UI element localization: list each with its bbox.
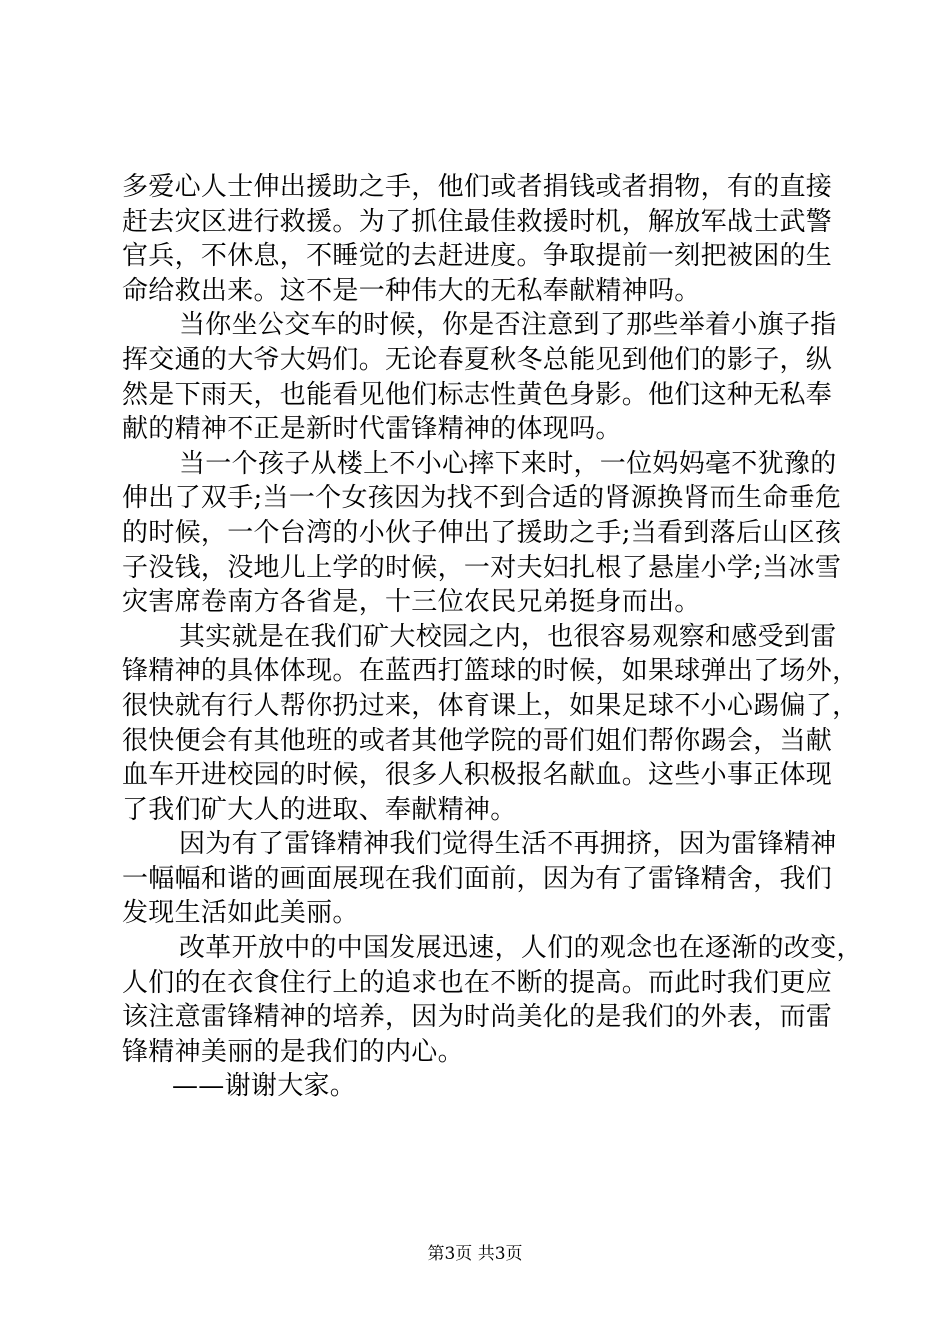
paragraph-start-line: 因为有了雷锋精神我们觉得生活不再拥挤，因为雷锋精神	[179, 829, 837, 860]
closing-line: ——谢谢大家。	[172, 1071, 357, 1102]
text-line: 子没钱，没地儿上学的时候，一对夫妇扎根了悬崖小学;当冰雪	[122, 552, 842, 583]
text-line: 锋精神美丽的是我们的内心。	[122, 1036, 464, 1067]
text-line: 挥交通的大爷大妈们。无论春夏秋冬总能见到他们的影子，纵	[122, 344, 833, 375]
text-line: 的时候，一个台湾的小伙子伸出了援助之手;当看到落后山区孩	[122, 517, 842, 548]
text-line: 很快便会有其他班的或者其他学院的哥们姐们帮你踢会，当献	[122, 725, 833, 756]
text-line: 赶去灾区进行救援。为了抓住最佳救援时机，解放军战士武警	[122, 206, 833, 237]
paragraph-start-line: 改革开放中的中国发展迅速，人们的观念也在逐渐的改变，	[179, 933, 863, 964]
paragraph-start-line: 其实就是在我们矿大校园之内，也很容易观察和感受到雷	[179, 621, 837, 652]
text-line: 一幅幅和谐的画面展现在我们面前，因为有了雷锋精舍，我们	[122, 863, 833, 894]
text-line: 该注意雷锋精神的培养，因为时尚美化的是我们的外表，而雷	[122, 1002, 833, 1033]
text-line: 多爱心人士伸出援助之手，他们或者捐钱或者捐物，有的直接	[122, 172, 833, 202]
paragraph-start-line: 当你坐公交车的时候，你是否注意到了那些举着小旗子指	[179, 310, 837, 341]
text-line: 伸出了双手;当一个女孩因为找不到合适的肾源换肾而生命垂危	[122, 483, 842, 514]
text-line: 灾害席卷南方各省是，十三位农民兄弟挺身而出。	[122, 587, 701, 618]
text-line: 献的精神不正是新时代雷锋精神的体现吗。	[122, 414, 622, 445]
text-line: 官兵，不休息，不睡觉的去赶进度。争取提前一刻把被困的生	[122, 241, 833, 272]
text-line: 血车开进校园的时候，很多人积极报名献血。这些小事正体现	[122, 760, 833, 791]
paragraph-start-line: 当一个孩子从楼上不小心摔下来时，一位妈妈毫不犹豫的	[179, 448, 837, 479]
text-line: 发现生活如此美丽。	[122, 898, 359, 929]
text-line: 命给救出来。这不是一种伟大的无私奉献精神吗。	[122, 275, 701, 306]
text-line: 锋精神的具体体现。在蓝西打篮球的时候，如果球弹出了场外，	[122, 656, 859, 687]
text-line: 很快就有行人帮你扔过来，体育课上，如果足球不小心踢偏了，	[122, 690, 859, 721]
text-line: 了我们矿大人的进取、奉献精神。	[122, 794, 517, 825]
body-text	[122, 170, 863, 1104]
text-line: 人们的在衣食住行上的追求也在不断的提高。而此时我们更应	[122, 967, 833, 998]
page-footer: 第3页 共3页	[427, 1244, 523, 1264]
text-line: 然是下雨天，也能看见他们标志性黄色身影。他们这种无私奉	[122, 379, 833, 410]
